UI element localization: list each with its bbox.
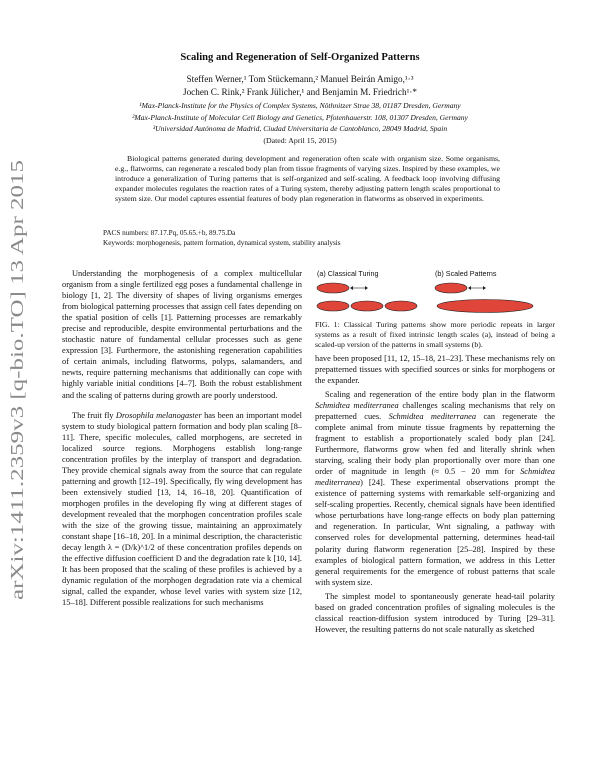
date-line: (Dated: April 15, 2015) (263, 136, 337, 145)
right-column (315, 268, 555, 635)
left-column (62, 268, 302, 608)
body-paragraph (62, 410, 302, 609)
flatworm-shape-large-a (317, 301, 349, 311)
figure-caption: FIG. 1: Classical Turing patterns show more periodic repeats in larger systems as a result of fixed intrinsic length scales (a), instead of being a scaled-up version of the patterns in small systems (b). (315, 320, 555, 349)
text-run: ) [24]. These experimental observations prompt the existence of patterning systems with remarkable self-organizing and self-scaling properties. Recently, chemical signals have been identified whose perturbations have long-range effects on body plan patterning and regeneration. In particular, Wnt signaling, a pathway with conserved roles for developmental patterning, determines head-tail polarity during flatworm regeneration [25–28]. Inspired by these examples of biological pattern formation, we address in this Letter general requirements for the emergence of robust patterns that scale with system size. (315, 478, 555, 587)
arxiv-identifier: arXiv:1411.2359v3 [q-bio.TO] 13 Apr 2015 (7, 283, 27, 600)
flatworm-shape-small-a (317, 283, 349, 293)
figure-panel-label-a: (a) Classical Turing (317, 269, 379, 278)
body-paragraph: The simplest model to spontaneously generate head-tail polarity based on graded concentration profiles of signaling molecules is the classical reaction-diffusion system introduced by Turing [29–31]. However, the resulting patterns do not scale naturally as sketched (315, 591, 555, 634)
paper-title: Scaling and Regeneration of Self-Organized Patterns (180, 52, 420, 63)
affiliation: ³Universidad Autónoma de Madrid, Ciudad Universitaria de Cantoblanco, 28049 Madrid, Spain (152, 124, 448, 133)
body-paragraph: Understanding the morphogenesis of a complex multicellular organism from a single fertilized egg poses a fundamental challenge in biology [1, 2]. The diversity of shapes of living organisms emerges from biological patterning processes that assign cell fates depending on the spatial position of cells [1]. Patterning processes are remarkably precise and reproducible, despite environmental perturbations and the stochastic nature of fundamental cellular processes such as gene expression [3]. Furthermore, the astonishing regeneration capabilities of certain animals, including flatworms, polyps, salamanders, and newts, require patterning mechanisms that additionally can cope with highly variable initial conditions [4–7]. Both the robust establishment and the scaling of patterns during growth are poorly understood. (62, 269, 302, 400)
abstract: Biological patterns generated during development and regeneration often scale with organism size. Some organisms, e.g., flatworms, can regenerate a rescaled body plan from tissue fragments of varying sizes. Inspired by these examples, we introduce a generalization of Turing patterns that is self-organized and self-scaling. A feedback loop involving diffusing expander molecules regulates the reaction rates of a Turing system, thereby adjusting pattern length scales proportional to system size. Our model captures essential features of body plan regeneration in flatworms as observed in experiments. (115, 154, 500, 204)
arrow-head-icon (365, 286, 368, 290)
text-run: Scaling and regeneration of the entire body plan in the flatworm (325, 389, 555, 399)
flatworm-shape-small-b (435, 283, 467, 293)
text-run: challenges scaling mechanisms that rely on prepatterned cues. (315, 400, 556, 421)
text-run: The fruit fly (72, 410, 116, 420)
species-name: Schmidtea mediterranea (315, 400, 399, 410)
author-line: Jochen C. Rink,² Frank Jülicher,¹ and Benjamin M. Friedrich¹·* (183, 87, 417, 97)
arrow-head-icon (483, 286, 486, 290)
affiliations (60, 100, 540, 135)
arxiv-stamp (4, 160, 30, 600)
text-run: can regenerate the complete animal from minute tissue fragments by repatterning the fragment to establish a proportionately scaled body plan [24]. Furthermore, flatworms grow when fed and literally shrink when starving, scaling their body plan proportionally over more than one order of magnitude in length (≈ 0.5 − 20 mm for (315, 411, 555, 477)
species-name: Drosophila melanogaster (115, 410, 202, 420)
flatworm-shape-large-a (351, 301, 383, 311)
keywords: Keywords: morphogenesis, pattern formation, dynamical system, stability analysis (103, 239, 341, 247)
pacs-numbers: PACS numbers: 87.17.Pq, 05.65.+b, 89.75.Da (103, 229, 236, 237)
figure-1 (315, 268, 555, 320)
body-paragraph: have been proposed [11, 12, 15–18, 21–23]. These mechanisms rely on prepatterned tissues with specified sources or sinks for morphogens or the expander. (315, 353, 555, 385)
figure-panel-label-b: (b) Scaled Patterns (435, 269, 497, 278)
arrow-head-icon (468, 286, 471, 290)
flatworm-shape-large-a (385, 301, 417, 311)
arrow-head-icon (350, 286, 353, 290)
species-name: Schmidtea mediterranea (388, 411, 477, 421)
flatworm-shape-large-b (437, 300, 533, 313)
author-line: Steffen Werner,¹ Tom Stückemann,² Manuel Beirán Amigo,¹·³ (186, 74, 414, 84)
author-list (100, 73, 500, 99)
species-name: Schmidtea mediterranea (315, 467, 555, 488)
affiliation: ²Max-Planck-Institute of Molecular Cell Biology and Genetics, Pfotenhauerstr. 108, 01307 Dresden, Germany (132, 112, 468, 122)
text-run: has been an important model system to study biological pattern formation and body plan scaling [8–11]. There, specific molecules, called morphogens, are secreted in localized source regions. Morphogens establish long-range concentration profiles by the interplay of transport and degradation. They provide chemical signals away from the source that can regulate patterning and growth [12–19]. Specifically, fly wing development has been extensively studied [13, 14, 16–18, 20]. Quantification of morphogen profiles in the developing fly wing at different stages of development revealed that the morphogen concentration profiles scale with the size of the growing tissue, maintaining an approximately constant shape [16–18, 20]. In a minimal description, the characteristic decay length λ = (D/k)^1/2 of these concentration profiles depends on the effective diffusion coefficient D and the degradation rate k [10, 14]. It has been proposed that the scaling of these profiles is achieved by a dynamic regulation of the morphogen degradation rate via a chemical signal, called the expander, whose level varies with system size [12, 15–18]. Different possible realizations for such mechanisms (62, 410, 302, 608)
affiliation: ¹Max-Planck-Institute for the Physics of Complex Systems, Nöthnitzer Strae 38, 01187 Dresden, Germany (139, 101, 461, 110)
figure-graphic (315, 280, 555, 320)
body-paragraph (315, 389, 555, 588)
